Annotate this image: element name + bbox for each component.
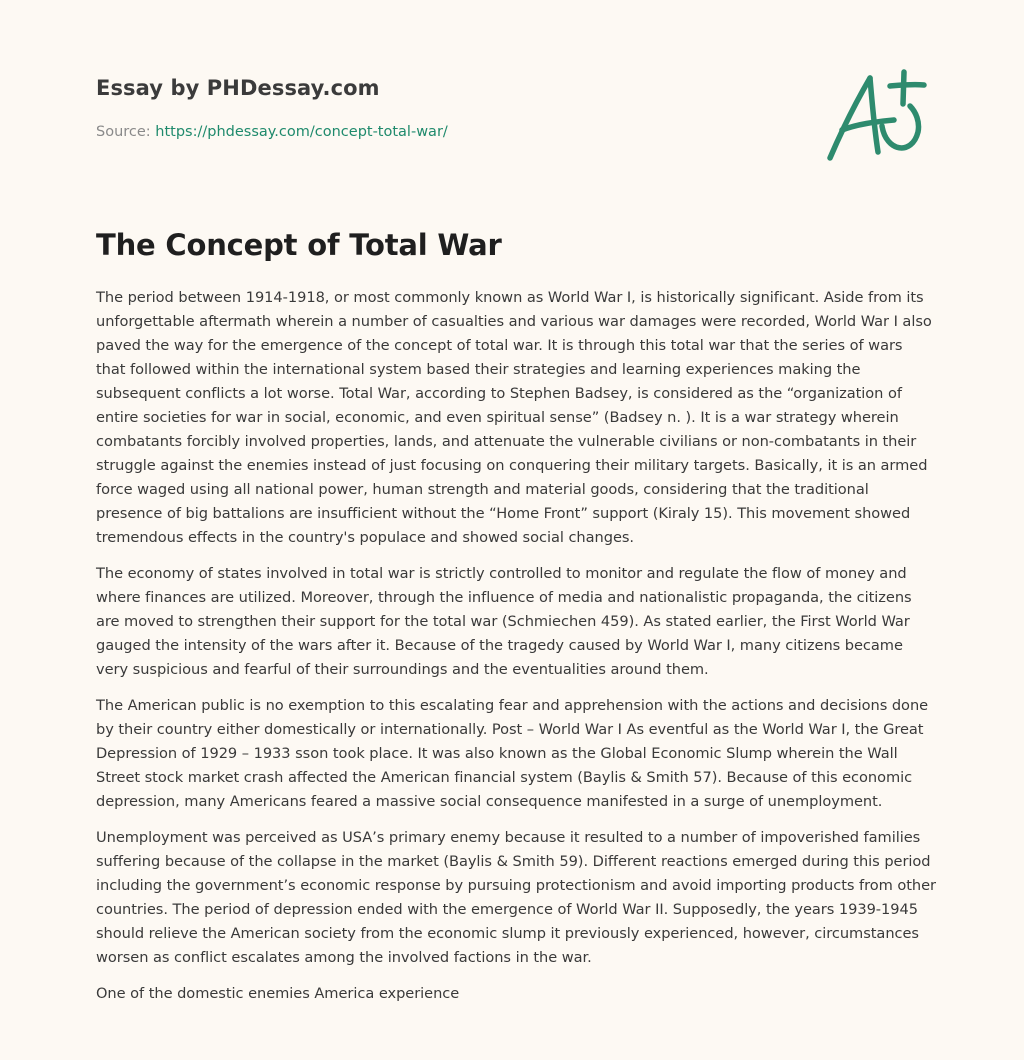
source-link[interactable]: https://phdessay.com/concept-total-war/ [155,124,448,140]
source-line [96,124,448,140]
a-plus-logo-icon [820,64,932,168]
essay-paragraph: The period between 1914-1918, or most commonly known as World War I, is historically significant. Aside from its unforgettable aftermath wherein a number of casualties and various war damages were recorded, World War I also paved the way for the emergence of the concept of total war. It is through this total war that the series of wars that followed within the international system based their strategies and learning experiences making the subsequent conflicts a lot worse. Total War, according to Stephen Badsey, is considered as the “organization of entire societies for war in social, economic, and even spiritual sense” (Badsey n. ). It is a war strategy wherein combatants forcibly involved properties, lands, and attenuate the vulnerable civilians or non-combatants in their struggle against the enemies instead of just focusing on conquering their military targets. Basically, it is an armed force waged using all national power, human strength and material goods, considering that the traditional presence of big battalions are insufficient without the “Home Front” support (Kiraly 15). This movement showed tremendous effects in the country's populace and showed social changes. [96,289,932,546]
source-label: Source: [96,124,156,140]
essay-title: The Concept of Total War [96,228,502,262]
essay-paragraph: The economy of states involved in total war is strictly controlled to monitor and regulate the flow of money and where finances are utilized. Moreover, through the influence of media and nationalistic propaganda, the citizens are moved to strengthen their support for the total war (Schmiechen 459). As stated earlier, the First World War gauged the intensity of the wars after it. Because of the tragedy caused by World War I, many citizens became very suspicious and fearful of their surroundings and the eventualities around them. [96,565,912,678]
brand-heading: Essay by PHDessay.com [96,76,380,100]
essay-paragraph: One of the domestic enemies America experience [96,985,460,1002]
essay-paragraph: Unemployment was perceived as USA’s primary enemy because it resulted to a number of impoverished families suffering because of the collapse in the market (Baylis & Smith 59). Different reactions emerged during this period including the government’s economic response by pursuing protectionism and avoid importing products from other countries. The period of depression ended with the emergence of World War II. Supposedly, the years 1939-1945 should relieve the American society from the economic slump it previously experienced, however, circumstances worsen as conflict escalates among the involved factions in the war. [96,829,936,966]
essay-body [96,286,936,1018]
essay-paragraph: The American public is no exemption to this escalating fear and apprehension with the actions and decisions done by their country either domestically or internationally. Post – World War I As eventful as the World War I, the Great Depression of 1929 – 1933 sson took place. It was also known as the Global Economic Slump wherein the Wall Street stock market crash affected the American financial system (Baylis & Smith 57). Because of this economic depression, many Americans feared a massive social consequence manifested in a surge of unemployment. [96,697,929,810]
